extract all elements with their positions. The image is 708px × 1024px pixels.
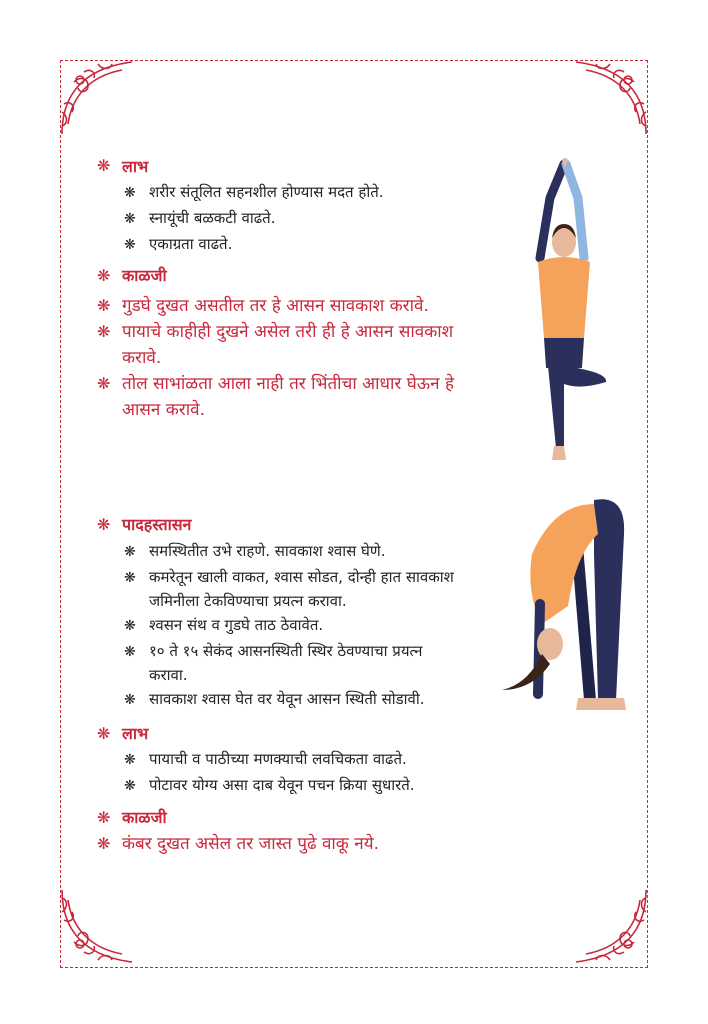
step-item: समस्थितीत उभे राहणे. सावकाश श्‍वास घेणे.	[149, 542, 386, 560]
flower-star-icon: ❋	[97, 834, 111, 853]
ornament-corner-bottom-right	[558, 874, 654, 970]
flower-star-icon: ❋	[97, 296, 111, 315]
flower-star-icon: ❋	[97, 724, 111, 743]
caution-item: पायाचे काहीही दुखने असेल तरी ही हे आसन सावकाश	[122, 322, 454, 342]
forward-bend-pose-photo	[498, 494, 632, 716]
flower-star-icon: ❋	[124, 692, 136, 708]
flower-star-icon: ❋	[124, 752, 136, 768]
flower-star-icon: ❋	[97, 322, 111, 341]
step-item: सावकाश श्‍वास घेत वर येवून आसन स्थिती सोडावी.	[149, 690, 425, 708]
section-heading-benefits: लाभ	[122, 724, 149, 743]
benefit-item: पोटावर योग्य असा दाब येवून पचन क्रिया सुधारते.	[149, 776, 415, 794]
asana-title: पादहस्तासन	[122, 515, 192, 534]
step-item: श्‍वसन संथ व गुडघे ताठ ठेवावेत.	[149, 616, 324, 634]
tree-pose-photo	[520, 158, 610, 468]
step-item-continued: करावा.	[149, 666, 188, 684]
section-heading-benefits: लाभ	[122, 157, 149, 176]
caution-item: कंबर दुखत असेल तर जास्त पुढे वाकू नये.	[122, 834, 379, 854]
flower-star-icon: ❋	[124, 544, 136, 560]
flower-star-icon: ❋	[97, 156, 111, 175]
flower-star-icon: ❋	[124, 237, 136, 253]
flower-star-icon: ❋	[97, 515, 111, 534]
flower-star-icon: ❋	[124, 570, 136, 586]
benefit-item: पायाची व पाठीच्या मणक्याची लवचिकता वाढते.	[149, 750, 407, 768]
flower-star-icon: ❋	[97, 808, 111, 827]
ornament-corner-bottom-left	[54, 874, 150, 970]
section-heading-caution: काळजी	[122, 266, 167, 285]
caution-item: तोल साभांळता आला नाही तर भिंतीचा आधार घेऊन हे	[122, 374, 455, 394]
flower-star-icon: ❋	[124, 644, 136, 660]
benefit-item: शरीर संतूलित सहनशील होण्यास मदत होते.	[149, 183, 384, 201]
step-item-continued: जमिनीला टेकविण्याचा प्रयत्न करावा.	[149, 592, 347, 610]
ornament-corner-top-left	[54, 54, 150, 150]
step-item: १० ते १५ सेकंद आसनस्थिती स्थिर ठेवण्याचा प्रयत्न	[149, 642, 423, 660]
benefit-item: एकाग्रता वाढते.	[149, 235, 233, 253]
benefit-item: स्नायूंची बळकटी वाढते.	[149, 209, 276, 227]
caution-item: गुडघे दुखत असतील तर हे आसन सावकाश करावे.	[122, 296, 429, 316]
flower-star-icon: ❋	[124, 185, 136, 201]
step-item: कमरेतून खाली वाकत, श्‍वास सोडत, दोन्ही हात सावकाश	[149, 568, 454, 586]
ornament-corner-top-right	[558, 54, 654, 150]
flower-star-icon: ❋	[97, 374, 111, 393]
flower-star-icon: ❋	[124, 778, 136, 794]
flower-star-icon: ❋	[124, 618, 136, 634]
caution-item-continued: करावे.	[122, 348, 162, 368]
flower-star-icon: ❋	[97, 266, 111, 285]
section-heading-caution: काळजी	[122, 808, 167, 827]
caution-item-continued: आसन करावे.	[122, 400, 205, 420]
flower-star-icon: ❋	[124, 211, 136, 227]
